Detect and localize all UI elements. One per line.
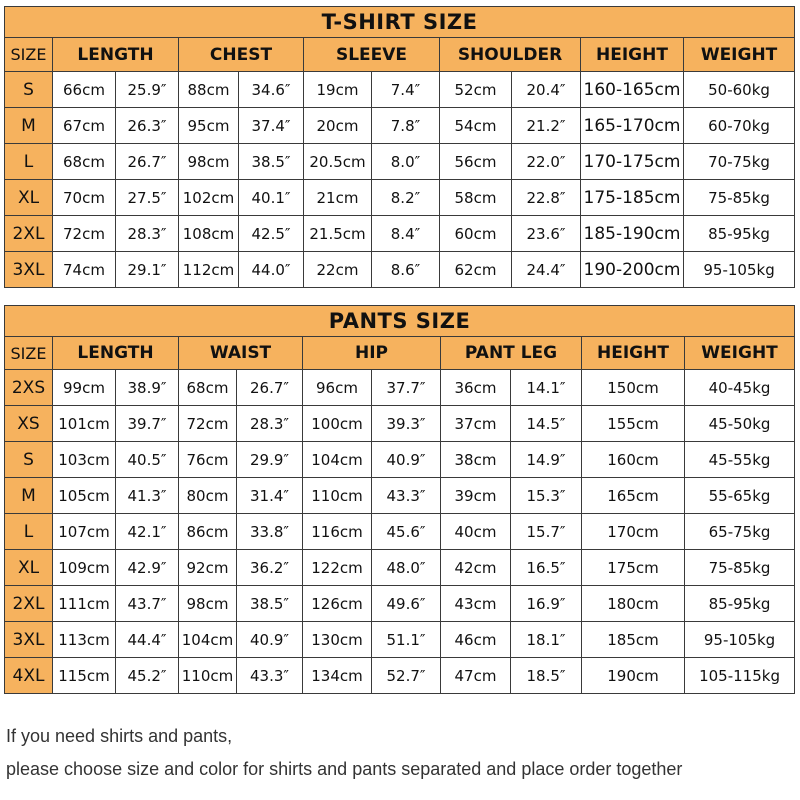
height-cell: 165-170cm — [581, 108, 684, 144]
table-row — [5, 442, 795, 478]
pants-table-title: PANTS SIZE — [5, 306, 795, 337]
sleeve-cm-cell: 19cm — [304, 72, 372, 108]
height-cell: 170-175cm — [581, 144, 684, 180]
shoulder-inch-cell: 21.2″ — [512, 108, 581, 144]
weight-cell: 55-65kg — [685, 478, 795, 514]
weight-cell: 105-115kg — [685, 658, 795, 694]
waist-cm-cell: 72cm — [179, 406, 237, 442]
shoulder-inch-cell: 22.8″ — [512, 180, 581, 216]
height-cell: 175-185cm — [581, 180, 684, 216]
table-row — [5, 252, 795, 288]
size-label: XL — [5, 180, 53, 216]
length-cm-cell: 105cm — [53, 478, 116, 514]
weight-cell: 95-105kg — [684, 252, 795, 288]
pant-leg-inch-cell: 18.1″ — [511, 622, 582, 658]
chest-inch-cell: 40.1″ — [239, 180, 304, 216]
size-label: 3XL — [5, 252, 53, 288]
pant-leg-cm-cell: 47cm — [441, 658, 511, 694]
waist-cm-cell: 68cm — [179, 370, 237, 406]
weight-cell: 70-75kg — [684, 144, 795, 180]
waist-cm-cell: 98cm — [179, 586, 237, 622]
waist-inch-cell: 38.5″ — [237, 586, 303, 622]
header-waist: WAIST — [179, 337, 303, 370]
length-inch-cell: 42.1″ — [116, 514, 179, 550]
table-row — [5, 622, 795, 658]
length-cm-cell: 101cm — [53, 406, 116, 442]
hip-cm-cell: 100cm — [303, 406, 372, 442]
waist-inch-cell: 26.7″ — [237, 370, 303, 406]
chest-inch-cell: 34.6″ — [239, 72, 304, 108]
shoulder-cm-cell: 52cm — [440, 72, 512, 108]
length-cm-cell: 70cm — [53, 180, 116, 216]
shoulder-cm-cell: 60cm — [440, 216, 512, 252]
hip-cm-cell: 96cm — [303, 370, 372, 406]
height-cell: 190cm — [582, 658, 685, 694]
waist-cm-cell: 80cm — [179, 478, 237, 514]
size-label: 2XL — [5, 216, 53, 252]
chest-cm-cell: 88cm — [179, 72, 239, 108]
table-row — [5, 514, 795, 550]
header-weight: WEIGHT — [685, 337, 795, 370]
waist-cm-cell: 110cm — [179, 658, 237, 694]
weight-cell: 60-70kg — [684, 108, 795, 144]
length-inch-cell: 29.1″ — [116, 252, 179, 288]
pant-leg-cm-cell: 37cm — [441, 406, 511, 442]
height-cell: 155cm — [582, 406, 685, 442]
length-inch-cell: 38.9″ — [116, 370, 179, 406]
hip-inch-cell: 48.0″ — [372, 550, 441, 586]
hip-cm-cell: 126cm — [303, 586, 372, 622]
waist-cm-cell: 86cm — [179, 514, 237, 550]
order-note-line-2: please choose size and color for shirts and pants separated and place order together — [6, 759, 683, 779]
shoulder-inch-cell: 23.6″ — [512, 216, 581, 252]
height-cell: 165cm — [582, 478, 685, 514]
length-inch-cell: 25.9″ — [116, 72, 179, 108]
length-cm-cell: 99cm — [53, 370, 116, 406]
header-height: HEIGHT — [581, 38, 684, 72]
height-cell: 160-165cm — [581, 72, 684, 108]
tshirt-size-table — [4, 6, 795, 288]
hip-inch-cell: 49.6″ — [372, 586, 441, 622]
chest-cm-cell: 95cm — [179, 108, 239, 144]
waist-inch-cell: 29.9″ — [237, 442, 303, 478]
waist-inch-cell: 33.8″ — [237, 514, 303, 550]
size-label: 2XL — [5, 586, 53, 622]
order-note-line-1: If you need shirts and pants, — [6, 726, 233, 746]
sleeve-cm-cell: 21cm — [304, 180, 372, 216]
pant-leg-cm-cell: 42cm — [441, 550, 511, 586]
waist-inch-cell: 31.4″ — [237, 478, 303, 514]
waist-inch-cell: 36.2″ — [237, 550, 303, 586]
length-cm-cell: 107cm — [53, 514, 116, 550]
hip-cm-cell: 134cm — [303, 658, 372, 694]
size-label: L — [5, 144, 53, 180]
waist-cm-cell: 76cm — [179, 442, 237, 478]
size-label: 4XL — [5, 658, 53, 694]
length-inch-cell: 28.3″ — [116, 216, 179, 252]
chest-inch-cell: 37.4″ — [239, 108, 304, 144]
weight-cell: 85-95kg — [684, 216, 795, 252]
chest-inch-cell: 42.5″ — [239, 216, 304, 252]
hip-cm-cell: 104cm — [303, 442, 372, 478]
table-row — [5, 658, 795, 694]
header-length: LENGTH — [53, 337, 179, 370]
table-row — [5, 72, 795, 108]
shoulder-cm-cell: 58cm — [440, 180, 512, 216]
header-height: HEIGHT — [582, 337, 685, 370]
sleeve-inch-cell: 7.8″ — [372, 108, 440, 144]
hip-inch-cell: 51.1″ — [372, 622, 441, 658]
sleeve-cm-cell: 20.5cm — [304, 144, 372, 180]
weight-cell: 50-60kg — [684, 72, 795, 108]
size-label: S — [5, 442, 53, 478]
weight-cell: 45-55kg — [685, 442, 795, 478]
shoulder-inch-cell: 20.4″ — [512, 72, 581, 108]
header-chest: CHEST — [179, 38, 304, 72]
length-inch-cell: 39.7″ — [116, 406, 179, 442]
height-cell: 170cm — [582, 514, 685, 550]
pant-leg-inch-cell: 14.5″ — [511, 406, 582, 442]
length-inch-cell: 41.3″ — [116, 478, 179, 514]
shoulder-inch-cell: 24.4″ — [512, 252, 581, 288]
length-cm-cell: 72cm — [53, 216, 116, 252]
length-inch-cell: 45.2″ — [116, 658, 179, 694]
hip-cm-cell: 116cm — [303, 514, 372, 550]
pant-leg-cm-cell: 36cm — [441, 370, 511, 406]
waist-inch-cell: 43.3″ — [237, 658, 303, 694]
table-row — [5, 406, 795, 442]
length-inch-cell: 43.7″ — [116, 586, 179, 622]
length-cm-cell: 113cm — [53, 622, 116, 658]
chest-cm-cell: 98cm — [179, 144, 239, 180]
weight-cell: 40-45kg — [685, 370, 795, 406]
weight-cell: 85-95kg — [685, 586, 795, 622]
length-inch-cell: 42.9″ — [116, 550, 179, 586]
height-cell: 180cm — [582, 586, 685, 622]
length-cm-cell: 66cm — [53, 72, 116, 108]
size-label: 2XS — [5, 370, 53, 406]
height-cell: 185-190cm — [581, 216, 684, 252]
sleeve-cm-cell: 21.5cm — [304, 216, 372, 252]
waist-cm-cell: 104cm — [179, 622, 237, 658]
size-label: S — [5, 72, 53, 108]
header-size: SIZE — [5, 337, 53, 370]
sleeve-inch-cell: 8.4″ — [372, 216, 440, 252]
size-label: XL — [5, 550, 53, 586]
size-label: M — [5, 108, 53, 144]
height-cell: 190-200cm — [581, 252, 684, 288]
hip-cm-cell: 130cm — [303, 622, 372, 658]
table-row — [5, 478, 795, 514]
pant-leg-inch-cell: 18.5″ — [511, 658, 582, 694]
sleeve-inch-cell: 7.4″ — [372, 72, 440, 108]
hip-inch-cell: 39.3″ — [372, 406, 441, 442]
length-cm-cell: 109cm — [53, 550, 116, 586]
shoulder-cm-cell: 62cm — [440, 252, 512, 288]
pant-leg-inch-cell: 16.9″ — [511, 586, 582, 622]
tshirt-table-title: T-SHIRT SIZE — [5, 7, 795, 38]
size-label: XS — [5, 406, 53, 442]
table-row — [5, 180, 795, 216]
hip-inch-cell: 45.6″ — [372, 514, 441, 550]
table-row — [5, 216, 795, 252]
height-cell: 160cm — [582, 442, 685, 478]
hip-inch-cell: 43.3″ — [372, 478, 441, 514]
chest-cm-cell: 102cm — [179, 180, 239, 216]
waist-cm-cell: 92cm — [179, 550, 237, 586]
length-inch-cell: 27.5″ — [116, 180, 179, 216]
pant-leg-inch-cell: 16.5″ — [511, 550, 582, 586]
header-pant-leg: PANT LEG — [441, 337, 582, 370]
pant-leg-cm-cell: 38cm — [441, 442, 511, 478]
table-row — [5, 370, 795, 406]
header-sleeve: SLEEVE — [304, 38, 440, 72]
waist-inch-cell: 28.3″ — [237, 406, 303, 442]
table-row — [5, 108, 795, 144]
height-cell: 185cm — [582, 622, 685, 658]
waist-inch-cell: 40.9″ — [237, 622, 303, 658]
length-cm-cell: 115cm — [53, 658, 116, 694]
shoulder-cm-cell: 56cm — [440, 144, 512, 180]
chest-inch-cell: 38.5″ — [239, 144, 304, 180]
sleeve-inch-cell: 8.6″ — [372, 252, 440, 288]
pant-leg-inch-cell: 14.9″ — [511, 442, 582, 478]
height-cell: 175cm — [582, 550, 685, 586]
length-inch-cell: 26.7″ — [116, 144, 179, 180]
size-label: 3XL — [5, 622, 53, 658]
sleeve-cm-cell: 20cm — [304, 108, 372, 144]
pants-size-table — [4, 305, 795, 694]
pant-leg-cm-cell: 39cm — [441, 478, 511, 514]
pant-leg-cm-cell: 43cm — [441, 586, 511, 622]
weight-cell: 95-105kg — [685, 622, 795, 658]
hip-cm-cell: 122cm — [303, 550, 372, 586]
header-size: SIZE — [5, 38, 53, 72]
length-cm-cell: 68cm — [53, 144, 116, 180]
sleeve-inch-cell: 8.0″ — [372, 144, 440, 180]
weight-cell: 45-50kg — [685, 406, 795, 442]
pant-leg-inch-cell: 14.1″ — [511, 370, 582, 406]
header-hip: HIP — [303, 337, 441, 370]
chest-cm-cell: 112cm — [179, 252, 239, 288]
pant-leg-cm-cell: 46cm — [441, 622, 511, 658]
hip-inch-cell: 37.7″ — [372, 370, 441, 406]
table-row — [5, 550, 795, 586]
length-inch-cell: 40.5″ — [116, 442, 179, 478]
height-cell: 150cm — [582, 370, 685, 406]
header-shoulder: SHOULDER — [440, 38, 581, 72]
table-row — [5, 144, 795, 180]
length-inch-cell: 26.3″ — [116, 108, 179, 144]
header-weight: WEIGHT — [684, 38, 795, 72]
chest-inch-cell: 44.0″ — [239, 252, 304, 288]
sleeve-inch-cell: 8.2″ — [372, 180, 440, 216]
weight-cell: 75-85kg — [685, 550, 795, 586]
pant-leg-inch-cell: 15.7″ — [511, 514, 582, 550]
length-cm-cell: 103cm — [53, 442, 116, 478]
table-row — [5, 586, 795, 622]
hip-inch-cell: 40.9″ — [372, 442, 441, 478]
pant-leg-inch-cell: 15.3″ — [511, 478, 582, 514]
header-length: LENGTH — [53, 38, 179, 72]
length-cm-cell: 74cm — [53, 252, 116, 288]
weight-cell: 65-75kg — [685, 514, 795, 550]
weight-cell: 75-85kg — [684, 180, 795, 216]
chest-cm-cell: 108cm — [179, 216, 239, 252]
length-inch-cell: 44.4″ — [116, 622, 179, 658]
size-label: L — [5, 514, 53, 550]
size-label: M — [5, 478, 53, 514]
shoulder-cm-cell: 54cm — [440, 108, 512, 144]
shoulder-inch-cell: 22.0″ — [512, 144, 581, 180]
length-cm-cell: 111cm — [53, 586, 116, 622]
pant-leg-cm-cell: 40cm — [441, 514, 511, 550]
hip-cm-cell: 110cm — [303, 478, 372, 514]
length-cm-cell: 67cm — [53, 108, 116, 144]
hip-inch-cell: 52.7″ — [372, 658, 441, 694]
sleeve-cm-cell: 22cm — [304, 252, 372, 288]
